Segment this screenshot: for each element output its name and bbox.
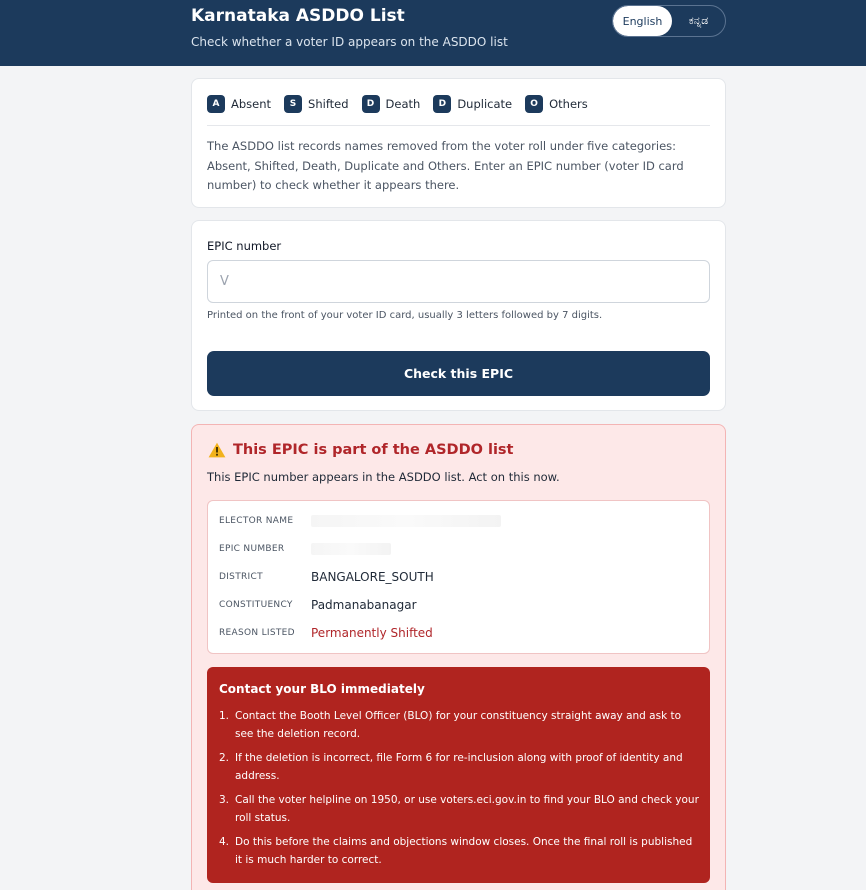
detail-value: BANGALORE_SOUTH [311, 570, 434, 584]
redacted-value [311, 543, 391, 555]
epic-hint: Printed on the front of your voter ID card, usually 3 letters followed by 7 digits. [207, 310, 603, 321]
action-steps-list [219, 708, 699, 876]
detail-label: CONSTITUENCY [219, 600, 293, 610]
legend-label: Death [385, 97, 421, 111]
page-subtitle: Check whether a voter ID appears on the ASDDO list [191, 35, 508, 49]
legend-badge: A [207, 95, 225, 113]
alert-message: This EPIC number appears in the ASDDO list. Act on this now. [207, 470, 560, 484]
contact-blo-panel [207, 667, 710, 883]
page-title: Karnataka ASDDO List [191, 6, 405, 26]
alert-title: This EPIC is part of the ASDDO list [233, 442, 514, 458]
lang-kannada-button[interactable]: ಕನ್ನಡ [688, 14, 709, 27]
warning-triangle-icon [208, 442, 226, 458]
legend-item-shifted [284, 95, 349, 113]
lang-english-button[interactable]: English [613, 6, 672, 36]
reason-value: Permanently Shifted [311, 626, 433, 640]
epic-form-card [191, 220, 726, 411]
redacted-value [311, 515, 501, 527]
detail-label: REASON LISTED [219, 628, 295, 638]
contact-title: Contact your BLO immediately [219, 682, 425, 696]
epic-input[interactable] [207, 260, 710, 303]
action-step: 4. Do this before the claims and objections window closes. Once the final roll is published it is much harder to correct. [219, 836, 693, 866]
legend-badge: S [284, 95, 302, 113]
legend-label: Others [549, 97, 588, 111]
detail-label: EPIC NUMBER [219, 544, 285, 554]
detail-label: DISTRICT [219, 572, 263, 582]
legend-item-absent [207, 95, 271, 113]
action-step: 1. Contact the Booth Level Officer (BLO) for your constituency straight away and ask to see the deletion record. [219, 710, 682, 740]
legend-badge: D [433, 95, 451, 113]
legend-item-others [525, 95, 588, 113]
legend-item-duplicate [433, 95, 512, 113]
language-toggle[interactable] [612, 5, 726, 37]
detail-row-reason-listed [219, 623, 433, 643]
divider [207, 125, 710, 126]
check-epic-button[interactable]: Check this EPIC [207, 351, 710, 396]
elector-details-table [207, 500, 710, 654]
legend-label: Duplicate [457, 97, 513, 111]
info-card [191, 78, 726, 208]
detail-value: Padmanabanagar [311, 598, 417, 612]
legend-badge: D [362, 95, 380, 113]
detail-row-district [219, 567, 434, 587]
detail-row-constituency [219, 595, 417, 615]
action-step: 3. Call the voter helpline on 1950, or use voters.eci.gov.in to find your BLO and check your roll status. [219, 794, 699, 824]
legend-label: Absent [231, 97, 272, 111]
asddo-description: The ASDDO list records names removed from the voter roll under five categories: Absent, Shifted, Death, Duplicate and Others. Enter an EPIC number (voter ID card number) to check whether it appears there. [207, 139, 684, 192]
app-header [0, 0, 866, 66]
epic-field-label: EPIC number [207, 239, 282, 253]
legend-item-death [362, 95, 421, 113]
result-alert [191, 424, 726, 890]
legend-label: Shifted [308, 97, 349, 111]
detail-row-elector-name [219, 511, 501, 531]
action-step: 2. If the deletion is incorrect, file Form 6 for re-inclusion along with proof of identity and address. [219, 752, 683, 782]
alert-title-row [208, 442, 514, 458]
detail-label: ELECTOR NAME [219, 516, 294, 526]
legend-badge: O [525, 95, 543, 113]
category-legend [207, 95, 601, 113]
detail-row-epic-number [219, 539, 391, 559]
